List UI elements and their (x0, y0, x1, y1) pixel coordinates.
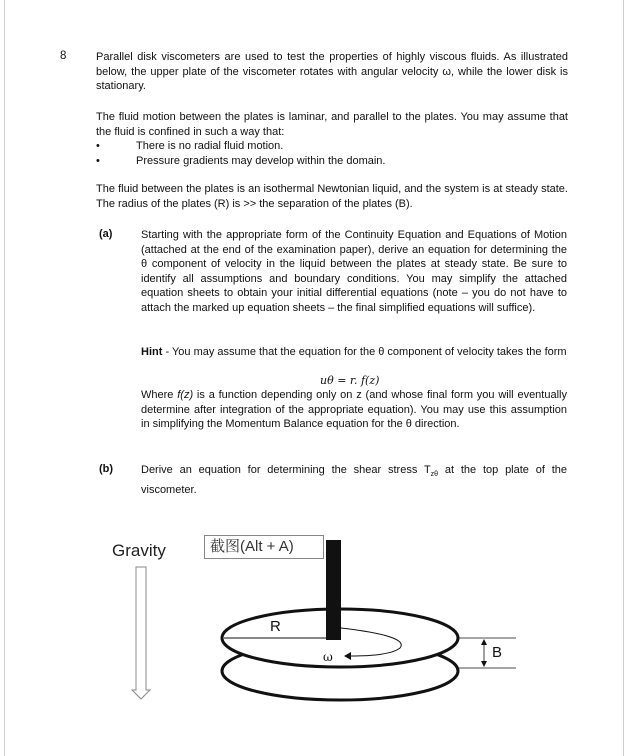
list-item-text: Pressure gradients may develop within the domain. (136, 154, 386, 167)
part-a-label: (a) (99, 228, 113, 240)
fluid-paragraph: The fluid between the plates is an isothermal Newtonian liquid, and the system is at steady state. The radius of the plates (R) is >> the separation of the plates (B). (96, 183, 568, 210)
intro-paragraph: Parallel disk viscometers are used to test the properties of highly viscous fluids. As illustrated below, the upper plate of the viscometer rotates with angular velocity ω, while the lower disk is stationary. (96, 51, 568, 92)
dimension-arrow-up-icon (481, 639, 487, 645)
separation-label: B (492, 644, 503, 661)
shear-subscript: zθ (430, 471, 439, 479)
gravity-arrow-icon (132, 567, 150, 699)
where-prefix: Where (141, 389, 178, 401)
omega-label: ω (323, 650, 333, 664)
part-b-text-before: Derive an equation for determining the shear stress T (141, 464, 431, 476)
screenshot-tooltip: 截图(Alt + A) (204, 535, 324, 559)
gravity-label: Gravity (112, 541, 166, 560)
bullet-icon: • (96, 140, 100, 152)
where-rest: is a function depending only on z (and whose final form you will eventually determine after integration of the appropriate equation). You may use this assumption in simplifying the Momentum Balance equation for the θ direction. (141, 389, 567, 430)
hint-label: Hint (141, 346, 163, 358)
hint-text: - You may assume that the equation for the θ component of velocity takes the form (162, 346, 567, 358)
dimension-arrow-down-icon (481, 661, 487, 667)
rotating-shaft (326, 540, 341, 640)
bullet-icon: • (96, 154, 100, 167)
motion-paragraph: The fluid motion between the plates is laminar, and parallel to the plates. You may assume that the fluid is confined in such a way that: (96, 111, 568, 138)
part-a-text: Starting with the appropriate form of the Continuity Equation and Equations of Motion (attached at the end of the examination paper), derive an equation for determining the θ component of velocity in the liquid between the plates at steady state. Be sure to identify all assumptions and boundary conditions. You may simplify the attached equation sheets to obtain your initial differential equations (note – you do not have to attach the marked up equation sheets – the final simplified equations will suffice). (141, 229, 567, 314)
radius-label: R (270, 618, 281, 635)
velocity-formula: uθ = r. f(z) (320, 374, 380, 387)
where-fz: f(z) (177, 389, 194, 401)
list-item-text: There is no radial fluid motion. (136, 140, 284, 152)
question-number: 8 (60, 50, 67, 62)
part-b-text-after: at the top plate of the viscometer. (141, 464, 567, 496)
part-b-label: (b) (99, 463, 114, 475)
